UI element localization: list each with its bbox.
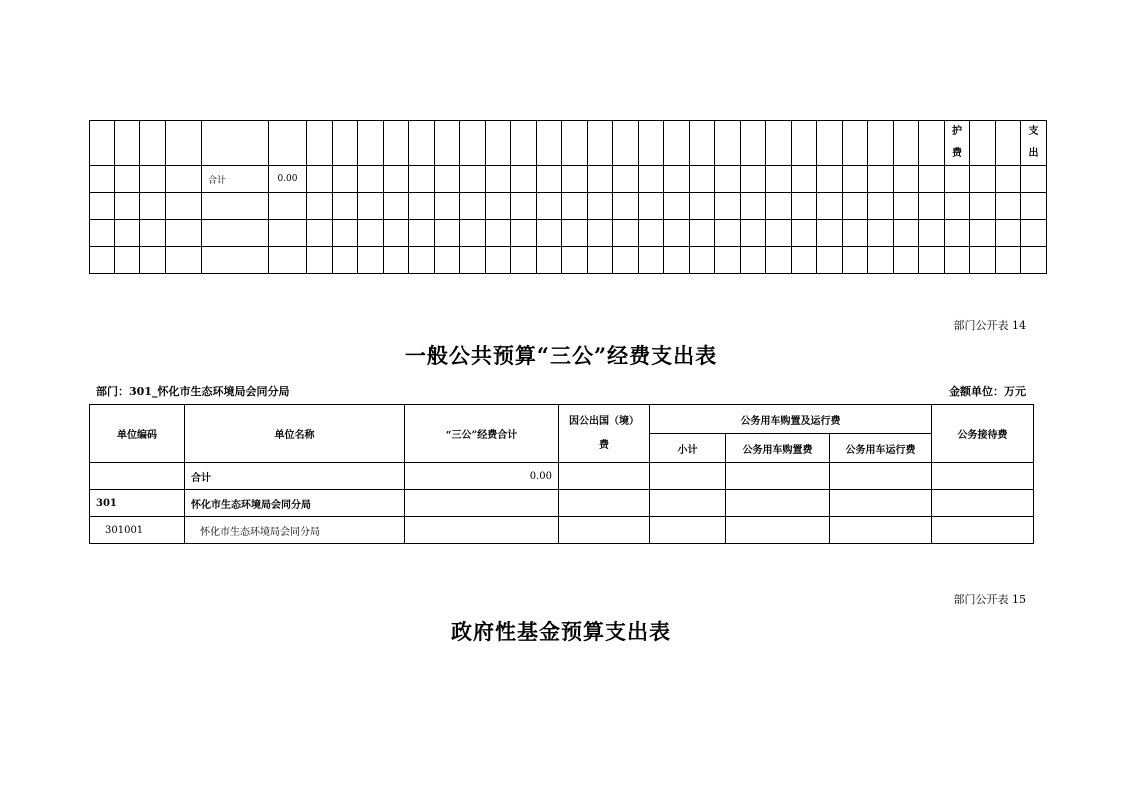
- row-name: 怀化市生态环境局会同分局: [185, 517, 405, 544]
- table-row: [90, 490, 1034, 517]
- table-row: [90, 517, 1034, 544]
- table-title-14: 一般公共预算“三公”经费支出表: [404, 343, 718, 368]
- header-vehicle-operation: 公务用车运行费: [830, 434, 932, 463]
- total-value: 0.00: [269, 166, 307, 193]
- table-title-15: 政府性基金预算支出表: [451, 619, 671, 644]
- header-unit-name: 单位名称: [185, 405, 405, 463]
- continued-empty-row: [90, 220, 1047, 247]
- header-unit-code: 单位编码: [90, 405, 185, 463]
- three-public-expense-table: [89, 404, 1034, 544]
- header-vehicle-group: 公务用车购置及运行费: [650, 405, 932, 434]
- department-label: 部门：301_怀化市生态环境局会同分局: [96, 385, 290, 398]
- row-code: 301001: [90, 517, 185, 544]
- table-number-14: 部门公开表 14: [953, 319, 1026, 332]
- header-subtotal: 小计: [650, 434, 726, 463]
- continued-header-row: [90, 121, 1047, 166]
- continued-empty-row: [90, 247, 1047, 274]
- row-name: 合计: [185, 463, 405, 490]
- row-name: 怀化市生态环境局会同分局: [185, 490, 405, 517]
- header-reception-fee: 公务接待费: [932, 405, 1034, 463]
- amount-unit-label: 金额单位：万元: [949, 385, 1026, 398]
- continued-total-row: [90, 166, 1047, 193]
- continued-empty-row: [90, 193, 1047, 220]
- header-vehicle-purchase: 公务用车购置费: [726, 434, 830, 463]
- header-row-1: [90, 405, 1034, 434]
- header-maintenance-fee: 护 费: [945, 121, 970, 166]
- row-total: 0.00: [405, 463, 559, 490]
- continued-table: [89, 120, 1047, 274]
- header-expense: 支 出: [1021, 121, 1047, 166]
- header-abroad-fee: 因公出国（境） 费: [559, 405, 650, 463]
- table-number-15: 部门公开表 15: [953, 593, 1026, 606]
- total-label: 合计: [202, 166, 269, 193]
- header-total: “三公”经费合计: [405, 405, 559, 463]
- row-code: 301: [90, 490, 185, 517]
- table-row: [90, 463, 1034, 490]
